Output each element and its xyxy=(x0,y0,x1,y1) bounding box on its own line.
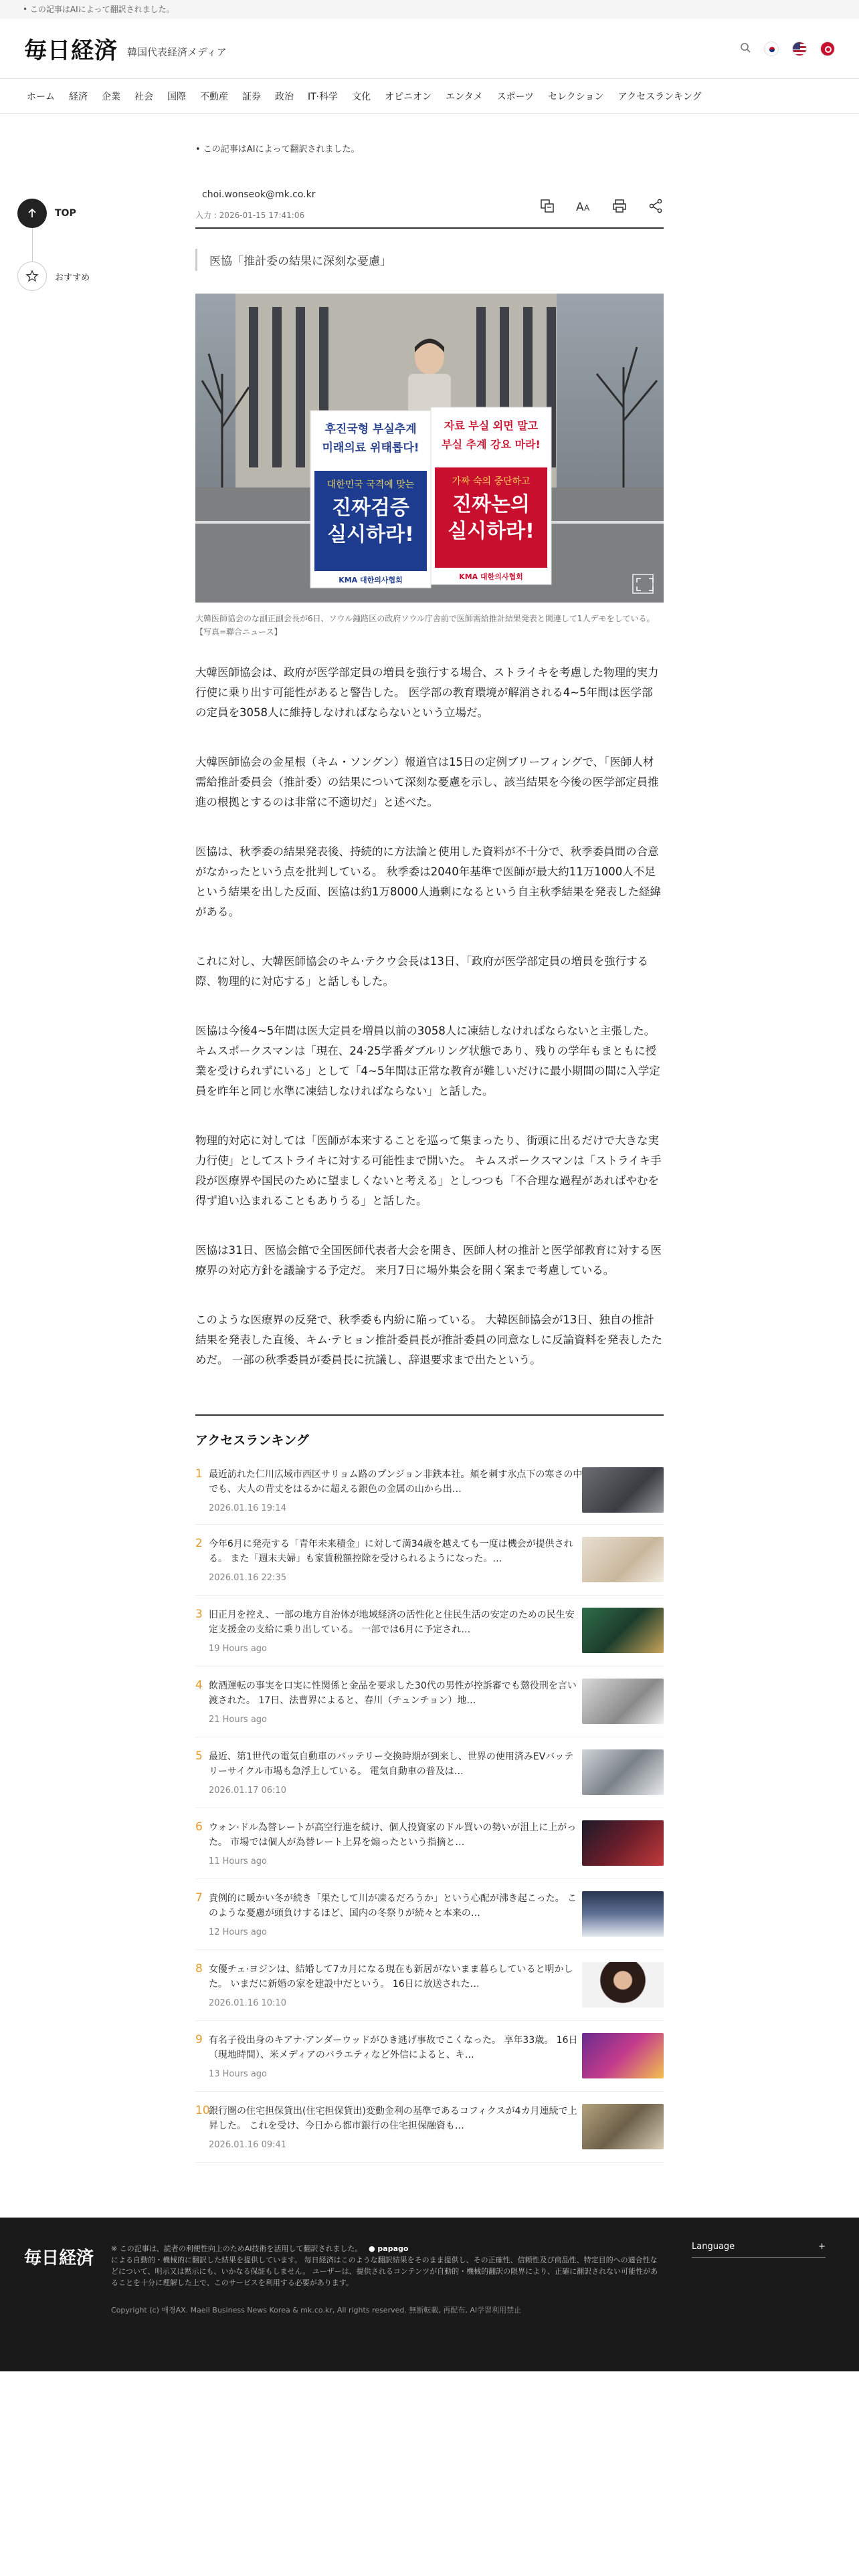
ranking-item[interactable] xyxy=(195,1737,664,1808)
ai-translation-banner: • この記事はAIによって翻訳されました。 xyxy=(0,0,859,19)
ranking-thumbnail[interactable] xyxy=(582,2033,664,2078)
papago-label: papago xyxy=(377,2244,409,2253)
ranking-headline[interactable]: 女優チェ·ヨジンは、結婚して7カ月になる現在も新居がないまま暮らしていると明かした。 いまだに新婚の家を建設中だという。 16日に放送された… xyxy=(208,1964,573,1990)
ranking-number: 2 xyxy=(195,1537,203,1550)
nav-item-ranking[interactable]: アクセスランキング xyxy=(617,91,702,102)
protest-sign-left xyxy=(310,411,431,588)
svg-text:후진국형 부실추계: 후진국형 부실추계 xyxy=(324,423,417,436)
top-label: TOP xyxy=(55,208,76,219)
article-paragraph: 医協は、秋季委の結果発表後、持続的に方法論と使用した資料が不十分で、秋季委員間の合意がなかったという点を批判している。 秋季委は2040年基準で医師が最大約11万1000人不足という結果を出した反面、医協は約1万8000人過剰になるという自主秋季結果を発表した経緯がある。 xyxy=(195,845,661,918)
article-paragraph: 医協は今後4~5年間は医大定員を増員以前の3058人に凍結しなければならないと主張した。 キムスポークスマンは「現在、24·25学番ダブルリング状態であり、残りの学年もまともに授業を受けられずにいる」として「4~5年間は正常な教育が難しいだけに最小期間の間に入学定員を昨年と同じ水準に凍結しなければならない」と話した。 xyxy=(195,1025,660,1097)
ranking-item[interactable] xyxy=(195,1950,664,2021)
ranking-item[interactable] xyxy=(195,2092,664,2163)
ranking-time: 11 Hours ago xyxy=(208,1856,268,1866)
article-paragraph: 物理的対応に対しては「医師が本来することを巡って集まったり、街頭に出るだけで大きな実力行使」としてストライキに対する可能性まで開いた。 キムスポークスマンは「ストライキ手段が医療界や国民のために望ましくないと考える」としつつも「不合理な過程があればやむを得ず追い込まれることもありうる」と話した。 xyxy=(195,1134,662,1207)
ranking-number: 1 xyxy=(195,1467,203,1481)
protest-sign-right xyxy=(431,407,551,584)
floating-sidebar xyxy=(17,199,98,291)
language-selector[interactable] xyxy=(692,2242,826,2258)
article-meta xyxy=(195,189,664,229)
svg-text:대한민국 국격에 맞는: 대한민국 국격에 맞는 xyxy=(326,479,415,490)
ranking-headline[interactable]: 貴例的に暖かい冬が続き「果たして川が凍るだろうか」という心配が沸き起こった。 このような憂慮が頭負けするほど、国内の冬祭りが続々と本来の… xyxy=(208,1893,577,1919)
font-size-icon[interactable] xyxy=(575,198,591,217)
ranking-number: 6 xyxy=(195,1820,203,1834)
article-paragraph: 大韓医師協会の金星根（キム・ソングン）報道官は15日の定例ブリーフィングで、「医師人材需給推計委員会（推計委）の結果について深刻な憂慮を示し、該当結果を今後の医学部定員推進の根拠とするのは非常に不適切だ」と述べた。 xyxy=(195,756,659,809)
ranking-time: 21 Hours ago xyxy=(208,1715,268,1725)
ranking-item[interactable] xyxy=(195,2021,664,2092)
nav-item-opinion[interactable]: オピニオン xyxy=(385,91,432,102)
nav-item-politics[interactable]: 政治 xyxy=(275,91,294,102)
nav-item-entertainment[interactable]: エンタメ xyxy=(446,91,483,102)
svg-text:진짜논의: 진짜논의 xyxy=(452,493,530,516)
plus-icon: + xyxy=(818,2242,826,2252)
footer-logo[interactable]: 毎日経済 xyxy=(24,2248,94,2268)
ranking-time: 13 Hours ago xyxy=(208,2069,268,2079)
svg-text:진짜검증: 진짜검증 xyxy=(332,496,409,520)
ranking-item[interactable] xyxy=(195,1879,664,1950)
author-email[interactable]: choi.wonseok@mk.co.kr xyxy=(202,189,316,200)
nav-item-international[interactable]: 国際 xyxy=(167,91,186,102)
ranking-headline[interactable]: 旧正月を控え、一部の地方自治体が地域経済の活性化と住民生活の安定のための民生安定支援金の支給に乗り出している。 一部では6月に予定され… xyxy=(208,1610,575,1635)
ranking-item[interactable] xyxy=(195,1454,664,1525)
ranking-title: アクセスランキング xyxy=(195,1433,309,1448)
ranking-thumbnail[interactable] xyxy=(582,1749,664,1795)
star-icon xyxy=(17,261,47,291)
ranking-headline[interactable]: 最近訪れた仁川広域市西区サリョム路のプンジョン非鉄本社。頬を刺す氷点下の寒さの中でも、大人の背丈をはるかに超える銀色の金属の山から出… xyxy=(208,1469,583,1495)
publish-date: 入力 : 2026-01-15 17:41:06 xyxy=(195,211,305,220)
ranking-time: 12 Hours ago xyxy=(208,1927,268,1937)
ranking-item[interactable] xyxy=(195,1525,664,1596)
ranking-headline[interactable]: 最近、第1世代の電気自動車のバッテリー交換時期が到来し、世界の使用済みEVバッテリーサイクル市場も急浮上している。 電気自動車の普及は… xyxy=(208,1751,574,1777)
svg-text:KMA 대한의사협회: KMA 대한의사협회 xyxy=(339,576,403,584)
japan-flag-icon[interactable] xyxy=(820,41,835,56)
recommend-label: おすすめ xyxy=(55,272,90,283)
ranking-number: 9 xyxy=(195,2033,203,2046)
ranking-time: 19 Hours ago xyxy=(208,1644,268,1654)
top-button[interactable] xyxy=(17,199,98,228)
footer-notice-lead: ※ この記事は、読者の利便性向上のためAI技術を活用して翻訳されました。 xyxy=(111,2244,363,2253)
arrow-up-icon xyxy=(17,199,47,228)
article-paragraph: このような医療界の反発で、秋季委も内紛に陥っている。 大韓医師協会が13日、独自の推計結果を発表した直後、キム·テヒョン推計委員長が推計委員の同意なしに反論資料を発表したためだ。 一部の秋季委員が委員長に抗議し、辞退要求まで出たという。 xyxy=(195,1313,663,1366)
ranking-thumbnail[interactable] xyxy=(582,1537,664,1582)
ranking-thumbnail[interactable] xyxy=(582,1608,664,1653)
korea-flag-icon[interactable] xyxy=(764,41,779,56)
ranking-number: 5 xyxy=(195,1749,203,1763)
article-paragraph: 大韓医師協会は、政府が医学部定員の増員を強行する場合、ストライキを考慮した物理的実力行使に乗り出す可能性があると警告した。 医学部の教育環境が解消される4~5年間は医学部の定員を3058人に維持しなければならないという立場だ。 xyxy=(195,666,659,719)
ranking-headline[interactable]: ウォン·ドル為替レートが高空行進を続け、個人投資家のドル買いの勢いが沮上に上がった。 市場では個人が為替レート上昇を煽ったという指摘と… xyxy=(208,1822,577,1848)
ranking-headline[interactable]: 有名子役出身のキアナ·アンダーウッドがひき逃げ事故でこくなった。 享年33歳。 16日（現地時間）、米メディアのバラエティなど外信によると、キ… xyxy=(208,2035,578,2060)
ranking-number: 7 xyxy=(195,1891,203,1905)
sidebar-divider xyxy=(32,228,33,261)
article-ai-note: • この記事はAIによって翻訳されました。 xyxy=(195,144,360,154)
ranking-time: 2026.01.16 09:41 xyxy=(209,2140,287,2150)
footer-notice-body: による自動的・機械的に翻訳した結果を提供しています。 毎日経済はこのような翻訳結果をそのまま提供し、その正確性、信頼性及び商品性、特定目的への適合性などについて、明示又は黙示にも、いかなる保証もしません。 ユーザーは、提供されるコンテンツが自動的・機械的翻訳の限界により、正確に翻訳されない可能性があることを十分に理解した上で、このサービスを利用する必要があります。 xyxy=(111,2256,658,2287)
ranking-headline[interactable]: 銀行圏の住宅担保貸出(住宅担保貸出)変動金利の基準であるコフィクスが4カ月連続で上昇した。 これを受け、今日から都市銀行の住宅担保融資も… xyxy=(209,2106,577,2131)
ranking-thumbnail[interactable] xyxy=(582,1467,664,1513)
svg-text:가짜 숙의 중단하고: 가짜 숙의 중단하고 xyxy=(452,476,531,487)
ranking-thumbnail[interactable] xyxy=(582,1679,664,1724)
photo-caption: 大韓医師協会のな副正副会長が6日、ソウル鍾路区の政府ソウル庁舎前で医師需給推計結果発表と関連して1人デモをしている。【写真=聯合ニュース】 xyxy=(195,614,655,637)
ranking-number: 4 xyxy=(195,1679,203,1692)
ranking-thumbnail[interactable] xyxy=(582,1820,664,1866)
nav-item-sports[interactable]: スポーツ xyxy=(496,91,535,102)
svg-text:부실 추계 강요 마라!: 부실 추계 강요 마라! xyxy=(442,438,541,451)
article-paragraph: 医協は31日、医協会館で全国医師代表者大会を開き、医師人材の推計と医学部教育に対する医療界の対応方針を議論する予定だ。 来月7日に場外集会を開く案まで考慮している。 xyxy=(195,1244,662,1277)
nav-item-economy[interactable]: 経済 xyxy=(69,91,88,102)
ranking-thumbnail[interactable] xyxy=(582,2104,664,2149)
ranking-number: 3 xyxy=(195,1608,203,1621)
ranking-time: 2026.01.16 19:14 xyxy=(208,1503,286,1513)
ranking-time: 2026.01.16 10:10 xyxy=(208,1998,286,2008)
nav-item-society[interactable]: 社会 xyxy=(134,91,153,102)
usa-flag-icon[interactable] xyxy=(792,41,807,56)
site-footer xyxy=(0,2218,859,2371)
site-header xyxy=(0,19,859,79)
svg-text:A: A xyxy=(576,201,584,214)
papago-logo: ● papago xyxy=(368,2244,409,2253)
svg-text:미래의료 위태롭다!: 미래의료 위태롭다! xyxy=(322,441,419,455)
print-icon[interactable] xyxy=(611,198,628,217)
svg-text:실시하라!: 실시하라! xyxy=(448,520,535,543)
header-actions xyxy=(740,41,835,56)
ranking-headline[interactable]: 今年6月に発売する「青年未来積金」に対して満34歳を越えても一度は機会が提供される。 また「週末夫婦」も家賃税額控除を受けられるようになった。… xyxy=(208,1539,573,1564)
ranking-thumbnail[interactable] xyxy=(582,1962,664,2008)
article-subheading: 医協「推計委の結果に深刻な憂慮」 xyxy=(195,249,664,271)
footer-translation-notice xyxy=(111,2243,660,2288)
site-tagline: 韓国代表経済メディア xyxy=(127,46,227,58)
ranking-time: 2026.01.17 06:10 xyxy=(208,1786,286,1796)
ranking-thumbnail[interactable] xyxy=(582,1891,664,1937)
article-tools xyxy=(539,198,664,217)
ranking-item[interactable] xyxy=(195,1596,664,1667)
nav-item-culture[interactable]: 文化 xyxy=(352,91,371,102)
translate-icon[interactable] xyxy=(539,198,555,217)
main-nav xyxy=(0,79,859,114)
nav-item-realestate[interactable]: 不動産 xyxy=(200,91,228,102)
nav-item-it-science[interactable]: IT·科学 xyxy=(308,91,339,102)
ranking-item[interactable] xyxy=(195,1808,664,1879)
recommend-button[interactable] xyxy=(17,261,98,291)
svg-text:KMA 대한의사협회: KMA 대한의사협회 xyxy=(459,572,523,581)
footer-copyright: Copyright (c) 매경AX. Maeil Business News Korea & mk.co.kr, All rights reserved. 無断転載, 再配布, AI学習利用禁止 xyxy=(111,2306,522,2315)
svg-text:실시하라!: 실시하라! xyxy=(327,523,414,546)
article-photo[interactable] xyxy=(195,294,664,603)
search-icon[interactable] xyxy=(740,42,751,56)
site-logo[interactable]: 毎日経済 xyxy=(24,37,118,64)
share-icon[interactable] xyxy=(648,198,664,217)
ranking-headline[interactable]: 飲酒運転の事実を口実に性関係と金品を要求した30代の男性が控訴審でも懲役刑を言い渡された。 17日、法曹界によると、春川（チュンチョン）地… xyxy=(208,1681,577,1706)
article-body xyxy=(195,663,664,1370)
svg-text:자료 부실 외면 말고: 자료 부실 외면 말고 xyxy=(444,419,539,432)
nav-item-business[interactable]: 企業 xyxy=(102,91,120,102)
nav-item-home[interactable]: ホーム xyxy=(27,91,55,102)
ranking-number: 8 xyxy=(195,1962,203,1975)
nav-item-selection[interactable]: セレクション xyxy=(548,91,604,102)
svg-text:A: A xyxy=(584,203,590,213)
ranking-number: 10 xyxy=(195,2104,210,2117)
article-paragraph: これに対し、大韓医師協会のキム·テクウ会長は13日、「政府が医学部定員の増員を強行する際、物理的に対応する」と話しもした。 xyxy=(195,955,649,988)
ranking-item[interactable] xyxy=(195,1667,664,1737)
article-container xyxy=(195,142,664,2163)
language-label: Language xyxy=(692,2242,735,2252)
ranking-time: 2026.01.16 22:35 xyxy=(208,1573,286,1583)
access-ranking xyxy=(195,1414,664,2163)
nav-item-securities[interactable]: 証券 xyxy=(242,91,261,102)
